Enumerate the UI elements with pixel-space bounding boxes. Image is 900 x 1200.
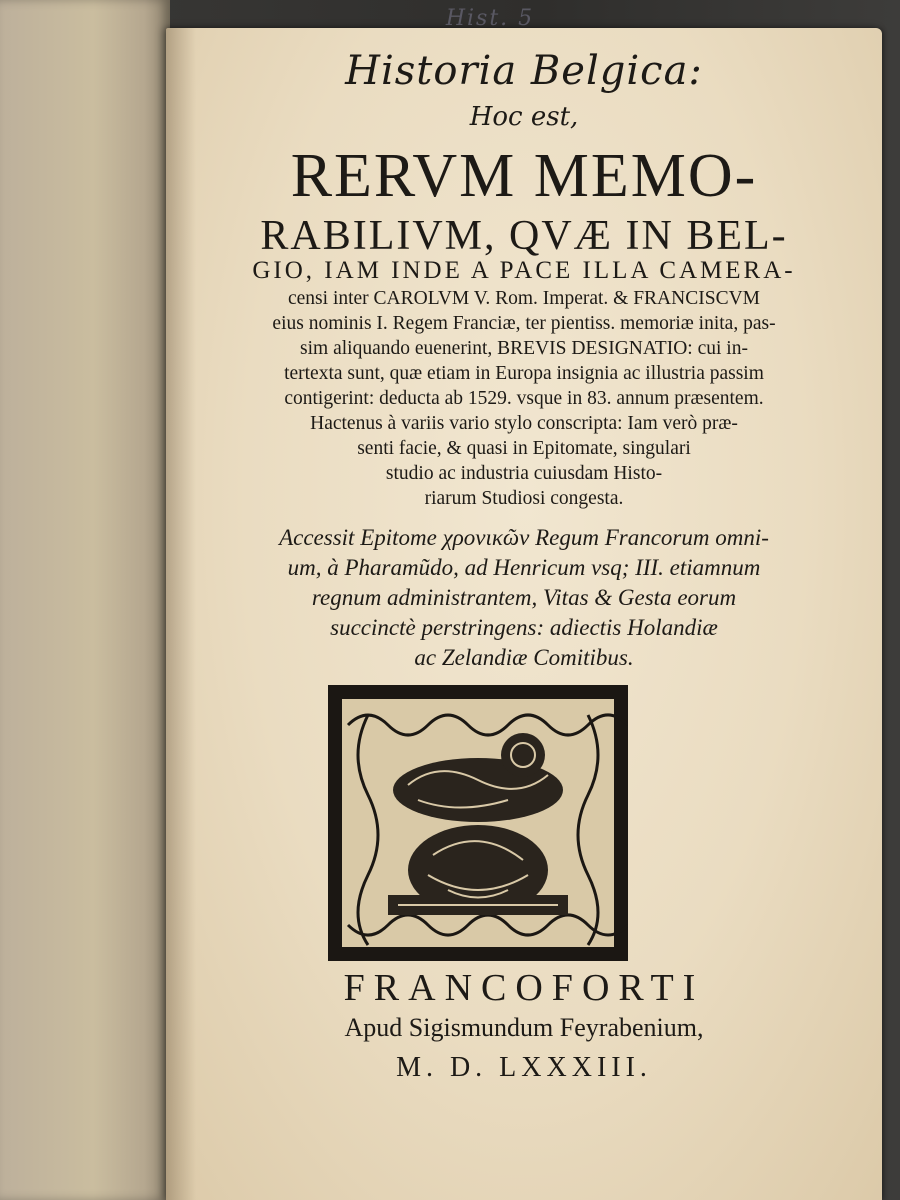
body-line: censi inter CAROLVM V. Rom. Imperat. & FRANCISCVM <box>288 288 760 309</box>
title-caps-line-1: RERVM MEMO- <box>290 142 758 210</box>
epitome-text <box>166 523 882 673</box>
body-line: eius nominis I. Regem Franciæ, ter pientiss. memoriæ inita, pas- <box>272 313 776 334</box>
italic-line: succinctè perstringens: adiectis Holandiæ <box>330 615 718 640</box>
title-hoc-est: Hoc est, <box>469 102 579 132</box>
book-cover-board <box>0 0 170 1200</box>
italic-line: um, à Pharamũdo, ad Henricum vsq; III. etiamnum <box>287 555 761 580</box>
imprint-city: FRANCOFORTI <box>343 967 705 1009</box>
body-line: sim aliquando euenerint, BREVIS DESIGNATIO: cui in- <box>300 338 748 359</box>
body-line: riarum Studiosi congesta. <box>424 488 624 509</box>
body-text <box>166 286 882 511</box>
body-line: senti facie, & quasi in Epitomate, singulari <box>357 438 691 459</box>
title-caps-line-2: RABILIVM, QVÆ IN BEL- <box>260 213 788 259</box>
body-line: tertexta sunt, quæ etiam in Europa insignia ac illustria passim <box>284 363 764 384</box>
printers-device-woodcut <box>328 685 628 961</box>
title-caps-line-3: GIO, IAM INDE A PACE ILLA CAMERA- <box>252 257 796 284</box>
body-line: studio ac industria cuiusdam Histo- <box>385 463 663 484</box>
body-line: Hactenus à variis vario stylo conscripta: Iam verò præ- <box>310 413 738 434</box>
italic-line: Accessit Epitome χρονικῶν Regum Francorum omni- <box>279 525 769 550</box>
imprint-publisher: Apud Sigismundum Feyrabenium, <box>344 1013 704 1042</box>
imprint-year: M. D. LXXXIII. <box>396 1052 652 1083</box>
italic-line: ac Zelandiæ Comitibus. <box>414 645 634 670</box>
handwritten-note: Hist. 5 <box>445 6 535 31</box>
title-historia-belgica: Historia Belgica: <box>345 48 703 94</box>
body-line: contigerint: deducta ab 1529. vsque in 83. annum præsentem. <box>284 388 764 409</box>
italic-line: regnum administrantem, Vitas & Gesta eorum <box>311 585 737 610</box>
